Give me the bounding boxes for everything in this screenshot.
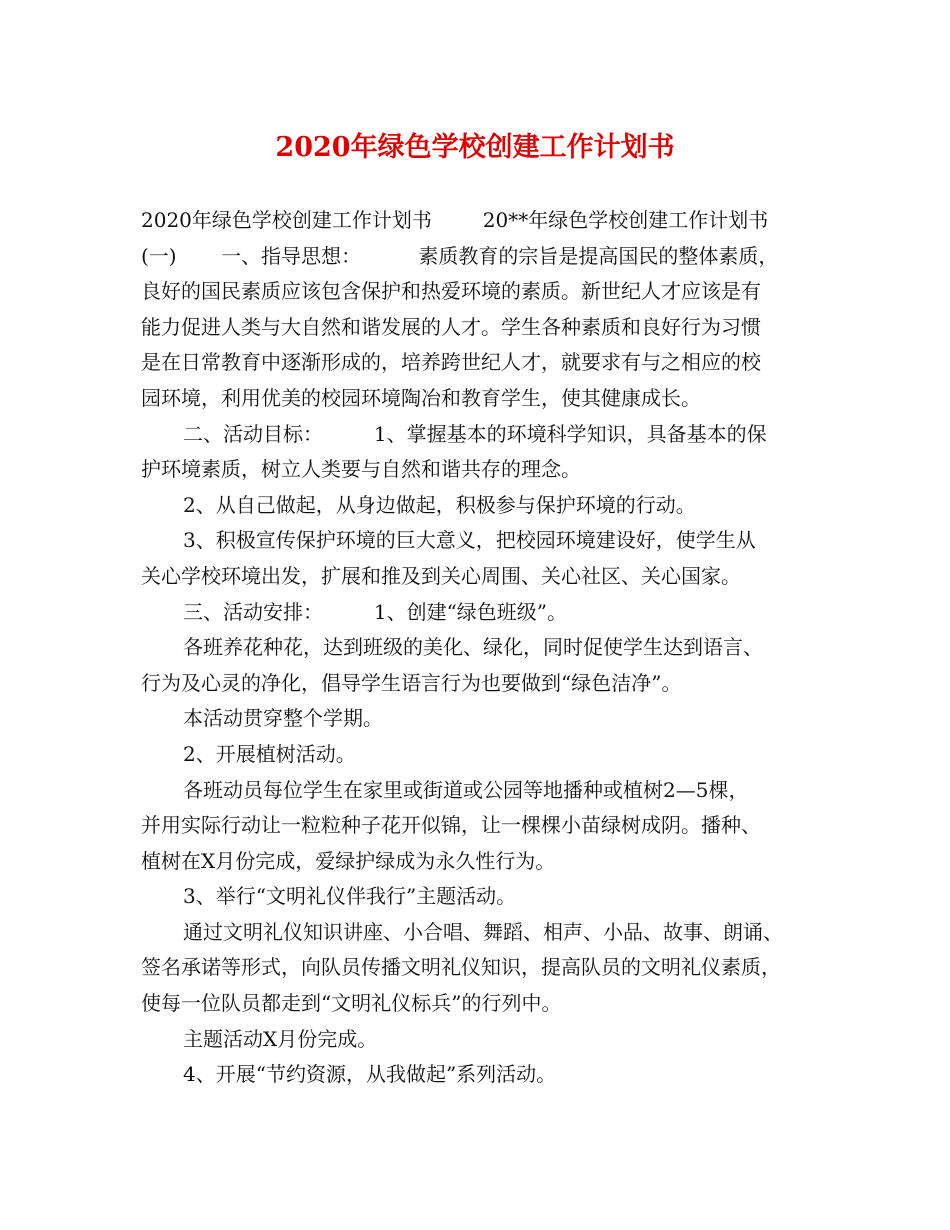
text-line: 3、积极宣传保护环境的巨大意义，把校园环境建设好，使学生从 — [183, 528, 756, 553]
text-line: 二、活动目标： 1、掌握基本的环境科学知识，具备基本的保 — [183, 421, 767, 446]
text-line: 是在日常教育中逐渐形成的，培养跨世纪人才，就要求有与之相应的校 — [141, 350, 761, 375]
text-line: 2020年绿色学校创建工作计划书 20**年绿色学校创建工作计划书 — [141, 208, 769, 232]
text-line: 4、开展“节约资源，从我做起”系列活动。 — [183, 1062, 557, 1087]
text-line: 各班动员每位学生在家里或街道或公园等地播种或植树2—5棵， — [183, 777, 749, 802]
text-line: 各班养花种花，达到班级的美化、绿化，同时促使学生达到语言、 — [183, 635, 763, 660]
text-line: 通过文明礼仪知识讲座、小合唱、舞蹈、相声、小品、故事、朗诵、 — [183, 919, 783, 944]
text-line: 使每一位队员都走到“文明礼仪标兵”的行列中。 — [141, 991, 562, 1016]
text-line: 签名承诺等形式，向队员传播文明礼仪知识，提高队员的文明礼仪素质， — [141, 955, 781, 980]
text-line: 护环境素质，树立人类要与自然和谐共存的理念。 — [141, 457, 581, 482]
text-line: 植树在X月份完成，爱绿护绿成为永久性行为。 — [141, 848, 556, 873]
text-line: 2、开展植树活动。 — [183, 741, 356, 766]
text-line: (一) 一、指导思想： 素质教育的宗旨是提高国民的整体素质， — [141, 243, 779, 268]
text-line: 3、举行“文明礼仪伴我行”主题活动。 — [183, 884, 517, 909]
text-line: 良好的国民素质应该包含保护和热爱环境的素质。新世纪人才应该是有 — [141, 279, 761, 304]
text-line: 关心学校环境出发，扩展和推及到关心周围、关心社区、关心国家。 — [141, 563, 741, 588]
text-line: 本活动贯穿整个学期。 — [183, 706, 383, 731]
document-title: 2020年绿色学校创建工作计划书 — [275, 132, 675, 163]
document-body — [141, 203, 821, 1093]
text-line: 行为及心灵的净化，倡导学生语言行为也要做到“绿色洁净”。 — [141, 670, 682, 695]
text-line: 2、从自己做起，从身边做起，积极参与保护环境的行动。 — [183, 492, 696, 517]
text-line: 主题活动X月份完成。 — [183, 1026, 378, 1051]
text-line: 并用实际行动让一粒粒种子花开似锦，让一棵棵小苗绿树成阴。播种、 — [141, 813, 761, 838]
text-line: 能力促进人类与大自然和谐发展的人才。学生各种素质和良好行为习惯 — [141, 314, 761, 339]
text-line: 三、活动安排： 1、创建“绿色班级”。 — [183, 599, 568, 624]
text-line: 园环境，利用优美的校园环境陶冶和教育学生，使其健康成长。 — [141, 385, 701, 410]
